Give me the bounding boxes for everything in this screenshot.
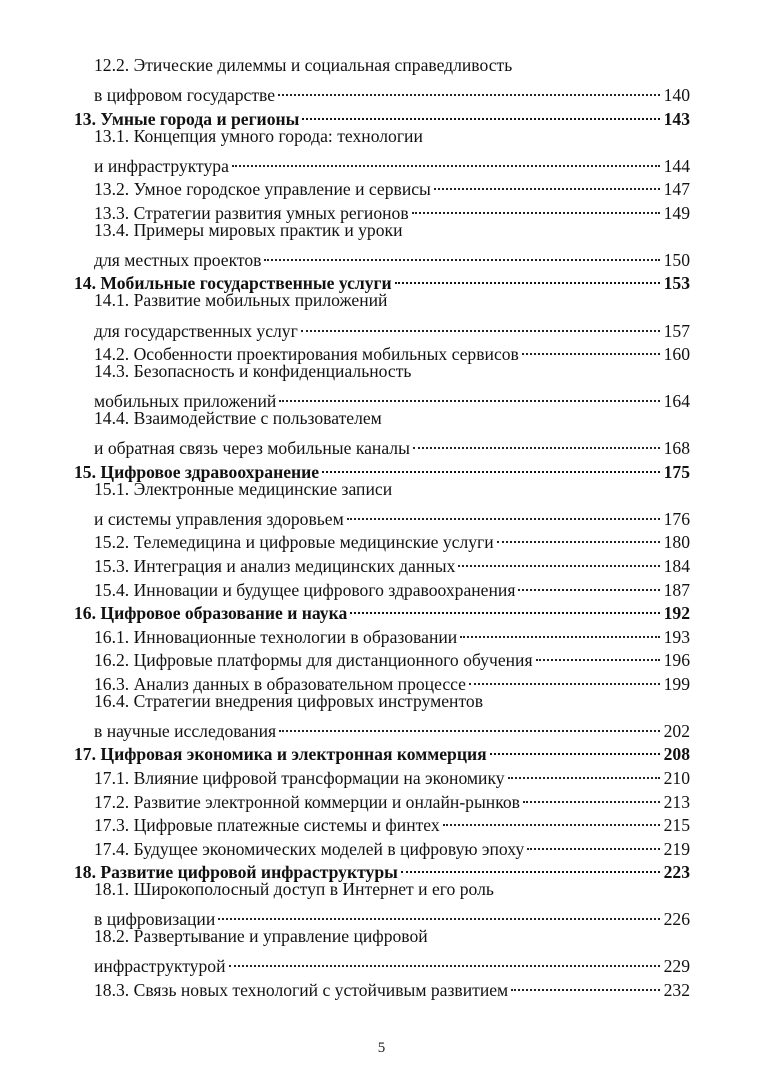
toc-page-number: 144 <box>663 155 690 176</box>
toc-entry-title: 18.1. Широкополосный доступ в Интернет и его роль <box>94 879 494 900</box>
toc-entry-title: 14. Мобильные государственные услуги <box>74 273 392 294</box>
toc-page-number: 187 <box>663 579 690 600</box>
dot-leader <box>264 242 659 266</box>
dot-leader <box>508 760 660 784</box>
toc-page-number: 140 <box>663 85 690 106</box>
toc-section-entry <box>74 78 690 106</box>
toc-entry-title: 17.1. Влияние цифровой трансформации на экономику <box>94 767 505 788</box>
toc-entry-title: 13.3. Стратегии развития умных регионов <box>94 202 409 223</box>
dot-leader <box>490 737 660 761</box>
dot-leader <box>518 572 659 596</box>
dot-leader <box>458 548 659 572</box>
toc-entry-title: 13.1. Концепция умного города: технологии <box>94 125 423 146</box>
toc-section-entry <box>74 690 690 714</box>
dot-leader <box>322 454 660 478</box>
toc-entry-title: 18. Развитие цифровой инфраструктуры <box>74 862 398 883</box>
dot-leader <box>460 619 659 643</box>
toc-entry-title: 14.1. Развитие мобильных приложений <box>94 290 388 311</box>
dot-leader <box>232 148 660 172</box>
toc-entry-title: и системы управления здоровьем <box>94 508 344 529</box>
toc-page-number: 160 <box>663 344 690 365</box>
toc-entry-title: 13.2. Умное городское управление и сервисы <box>94 179 431 200</box>
toc-page-number: 184 <box>663 556 690 577</box>
toc-entry-title: 18.2. Развертывание и управление цифровой <box>94 926 428 947</box>
dot-leader <box>413 431 660 455</box>
table-of-contents <box>74 54 690 1000</box>
toc-entry-title: и обратная связь через мобильные каналы <box>94 438 410 459</box>
toc-entry-title: 15.4. Инновации и будущее цифрового здравоохранения <box>94 579 516 600</box>
toc-entry-title: 13.4. Примеры мировых практик и уроки <box>94 219 403 240</box>
toc-entry-title: в цифровом государстве <box>94 85 276 106</box>
toc-page-number: 157 <box>663 320 690 341</box>
toc-page-number: 232 <box>663 979 690 1000</box>
dot-leader <box>497 525 660 549</box>
toc-entry-title: 17. Цифровая экономика и электронная коммерция <box>74 744 487 765</box>
toc-section-entry <box>74 54 690 78</box>
dot-leader <box>443 808 660 832</box>
toc-page-number: 210 <box>663 767 690 788</box>
toc-entry-title: в цифровизации <box>94 909 216 930</box>
dot-leader <box>434 172 660 196</box>
toc-page-number: 168 <box>663 438 690 459</box>
dot-leader <box>301 313 660 337</box>
toc-entry-title: 16. Цифровое образование и наука <box>74 603 348 624</box>
toc-entry-title: 16.1. Инновационные технологии в образовании <box>94 626 458 647</box>
toc-page-number: 215 <box>663 815 690 836</box>
toc-page-number: 164 <box>663 391 690 412</box>
dot-leader <box>278 78 660 102</box>
toc-section-entry <box>74 431 690 459</box>
dot-leader <box>469 666 660 690</box>
toc-page-number: 193 <box>663 626 690 647</box>
toc-section-entry <box>74 501 690 529</box>
toc-page-number: 219 <box>663 838 690 859</box>
toc-section-entry <box>74 902 690 930</box>
dot-leader <box>347 501 660 525</box>
toc-entry-title: 17.3. Цифровые платежные системы и финтех <box>94 815 440 836</box>
toc-page-number: 147 <box>663 179 690 200</box>
toc-page-number: 223 <box>663 862 690 883</box>
toc-page-number: 150 <box>663 249 690 270</box>
toc-entry-title: 16.4. Стратегии внедрения цифровых инструментов <box>94 690 484 711</box>
toc-entry-title: мобильных приложений <box>94 391 277 412</box>
dot-leader <box>279 384 659 408</box>
toc-page-number: 208 <box>663 744 690 765</box>
dot-leader <box>412 195 660 219</box>
dot-leader <box>395 266 660 290</box>
page-number: 5 <box>377 1040 386 1056</box>
toc-entry-title: 15.2. Телемедицина и цифровые медицинские услуги <box>94 532 494 553</box>
toc-page-number: 213 <box>663 791 690 812</box>
toc-page-number: 196 <box>663 650 690 671</box>
toc-section-entry <box>74 148 690 176</box>
toc-section-entry <box>74 219 690 243</box>
dot-leader <box>229 949 660 973</box>
dot-leader <box>302 101 659 125</box>
toc-entry-title: в научные исследования <box>94 720 277 741</box>
toc-section-entry <box>74 242 690 270</box>
toc-entry-title: 16.2. Цифровые платформы для дистанционного обучения <box>94 650 533 671</box>
dot-leader <box>511 972 659 996</box>
dot-leader <box>527 831 659 855</box>
toc-entry-title: 16.3. Анализ данных в образовательном процессе <box>94 673 466 694</box>
toc-entry-title: инфраструктурой <box>94 956 226 977</box>
toc-section-entry <box>74 478 690 502</box>
dot-leader <box>401 855 660 879</box>
toc-entry-title: и инфраструктура <box>94 155 229 176</box>
toc-page-number: 153 <box>663 273 690 294</box>
toc-page-number: 180 <box>663 532 690 553</box>
toc-page-number: 199 <box>663 673 690 694</box>
toc-section-entry <box>74 313 690 341</box>
toc-entry-title: для государственных услуг <box>94 320 298 341</box>
dot-leader <box>523 784 660 808</box>
toc-entry-title: 14.4. Взаимодействие с пользователем <box>94 408 382 429</box>
toc-entry-title: 15. Цифровое здравоохранение <box>74 461 320 482</box>
toc-section-entry <box>74 878 690 902</box>
toc-entry-title: 15.3. Интеграция и анализ медицинских данных <box>94 556 456 577</box>
toc-entry-title: 15.1. Электронные медицинские записи <box>94 478 393 499</box>
dot-leader <box>218 902 659 926</box>
toc-page-number: 143 <box>663 108 690 129</box>
dot-leader <box>522 337 660 361</box>
toc-entry-title: 12.2. Этические дилеммы и социальная справедливость <box>94 55 513 75</box>
toc-section-entry <box>74 407 690 431</box>
toc-entry-title: 13. Умные города и регионы <box>74 108 300 129</box>
toc-section-entry <box>74 125 690 149</box>
toc-section-entry <box>74 289 690 313</box>
toc-entry-title: для местных проектов <box>94 249 262 270</box>
toc-page-number: 202 <box>663 720 690 741</box>
toc-entry-title: 17.4. Будущее экономических моделей в цифровую эпоху <box>94 838 525 859</box>
toc-section-entry <box>74 925 690 949</box>
dot-leader <box>279 713 660 737</box>
toc-entry-title: 17.2. Развитие электронной коммерции и онлайн-рынков <box>94 791 520 812</box>
toc-page-number: 226 <box>663 909 690 930</box>
dot-leader <box>350 596 659 620</box>
toc-page-number: 175 <box>663 461 690 482</box>
toc-entry-title: 18.3. Связь новых технологий с устойчивым развитием <box>94 979 509 1000</box>
toc-page-number: 229 <box>663 956 690 977</box>
toc-page-number: 149 <box>663 202 690 223</box>
toc-page-number: 176 <box>663 508 690 529</box>
toc-section-entry <box>74 360 690 384</box>
toc-entry-title: 14.2. Особенности проектирования мобильных сервисов <box>94 344 519 365</box>
toc-entry-title: 14.3. Безопасность и конфиденциальность <box>94 361 412 382</box>
dot-leader <box>536 643 660 667</box>
toc-section-entry <box>74 949 690 977</box>
toc-section-entry <box>74 384 690 412</box>
toc-section-entry <box>74 713 690 741</box>
toc-page-number: 192 <box>663 603 690 624</box>
